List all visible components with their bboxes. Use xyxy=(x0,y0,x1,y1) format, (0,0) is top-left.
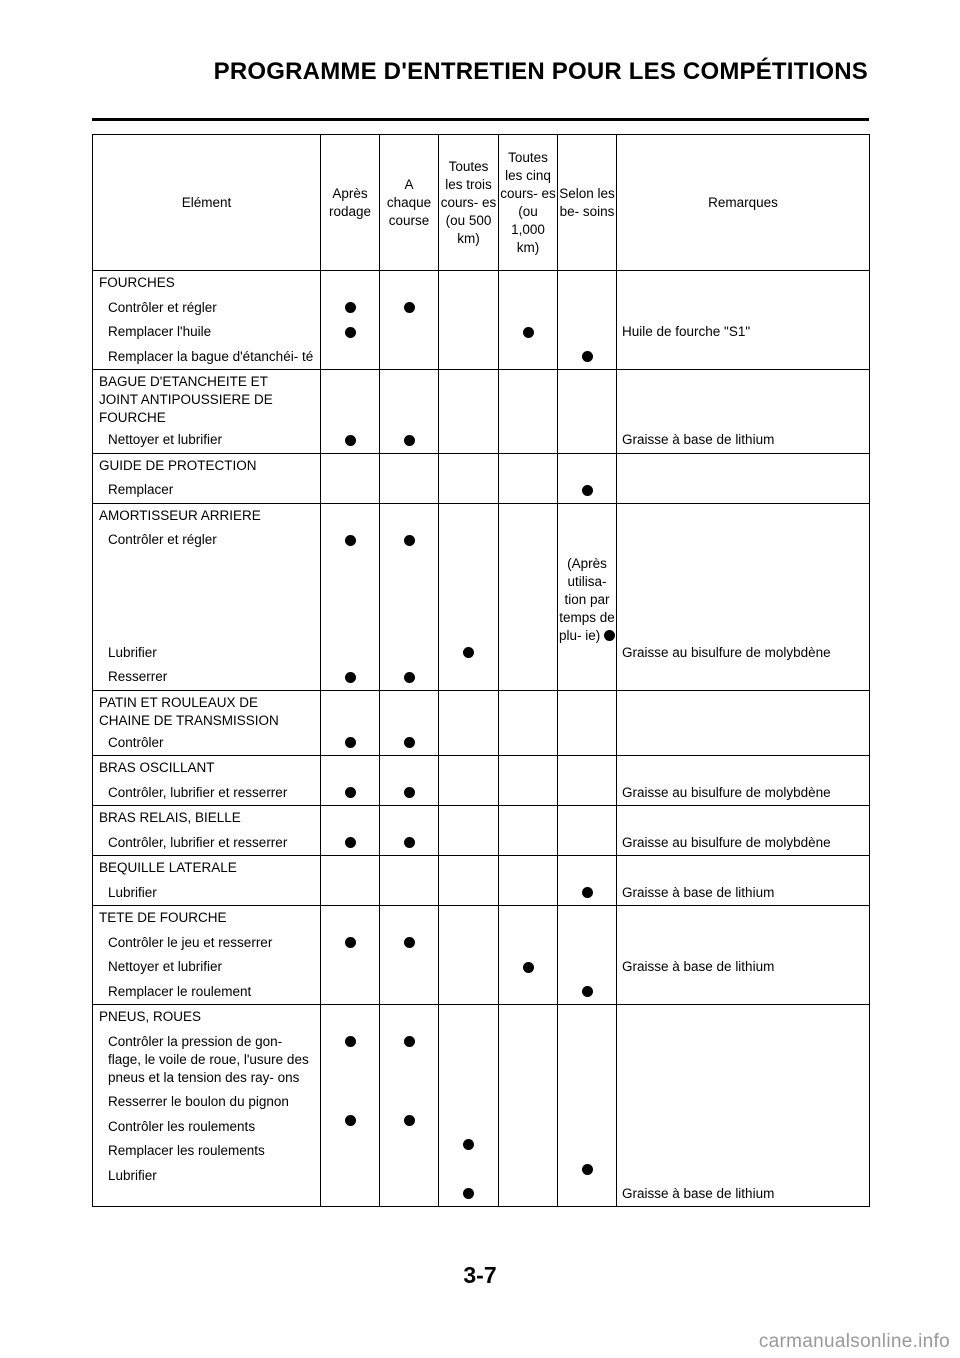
section-title: BRAS OSCILLANT xyxy=(99,760,215,775)
item-label: Contrôler la pression de gon- flage, le voile de roue, l'usure des pneus et la tension des ray- ons xyxy=(108,1033,309,1085)
item-label: Contrôler, lubrifier et resserrer xyxy=(108,834,288,850)
item-label: Contrôler xyxy=(108,734,164,750)
check-dot xyxy=(582,1164,593,1175)
maintenance-table xyxy=(92,134,870,1207)
check-dot xyxy=(345,302,356,313)
check-dot xyxy=(404,837,415,848)
section-bras-oscillant xyxy=(93,756,870,806)
check-dot xyxy=(345,737,356,748)
section-bague xyxy=(93,370,870,454)
section-bras-relais xyxy=(93,806,870,856)
item-label: Contrôler les roulements xyxy=(108,1118,256,1134)
remark: Graisse à base de lithium xyxy=(622,884,775,900)
check-dot xyxy=(523,327,534,338)
watermark[interactable]: carmanualsonline.info xyxy=(758,1331,950,1352)
header-apres-rodage: Après rodage xyxy=(321,135,380,271)
header-chaque-course: A chaque course xyxy=(380,135,439,271)
section-tete-fourche xyxy=(93,906,870,1005)
remark: Graisse à base de lithium xyxy=(622,959,775,974)
check-dot xyxy=(345,837,356,848)
check-dot xyxy=(404,672,415,683)
section-fourches xyxy=(93,271,870,370)
header-cinq-courses: Toutes les cinq cours- es (ou 1,000 km) xyxy=(499,135,558,271)
check-dot xyxy=(582,485,593,496)
remark: Huile de fourche "S1" xyxy=(622,324,751,339)
item-label: Remplacer le roulement xyxy=(108,983,252,999)
item-label: Contrôler et régler xyxy=(108,299,217,315)
apres-pluie-note: (Après utilisa- tion par temps de plu- ie) xyxy=(558,555,615,643)
section-title: GUIDE DE PROTECTION xyxy=(99,457,257,473)
item-label: Resserrer xyxy=(108,669,168,684)
item-label: Contrôler le jeu et resserrer xyxy=(108,934,273,950)
section-title: BAGUE D'ETANCHEITE ET JOINT ANTIPOUSSIERE DE FOURCHE xyxy=(99,374,273,425)
section-title: TETE DE FOURCHE xyxy=(99,910,227,925)
check-dot xyxy=(345,1036,356,1047)
section-title: FOURCHES xyxy=(99,275,175,290)
item-label: Nettoyer et lubrifier xyxy=(108,432,223,447)
item-label: Contrôler et régler xyxy=(108,532,217,547)
check-dot xyxy=(404,1036,415,1047)
item-label: Nettoyer et lubrifier xyxy=(108,959,223,974)
check-dot xyxy=(582,986,593,997)
check-dot xyxy=(463,647,474,658)
remark: Graisse au bisulfure de molybdène xyxy=(622,644,831,660)
section-title: BEQUILLE LATERALE xyxy=(99,860,237,875)
remark: Graisse à base de lithium xyxy=(622,1185,775,1201)
item-label: Resserrer le boulon du pignon xyxy=(108,1094,289,1109)
title-rule xyxy=(92,118,869,121)
check-dot xyxy=(404,535,415,546)
check-dot xyxy=(345,1115,356,1126)
item-label: Lubrifier xyxy=(108,644,157,660)
check-dot xyxy=(523,962,534,973)
check-dot xyxy=(404,435,415,446)
item-label: Remplacer l'huile xyxy=(108,324,212,339)
remark: Graisse au bisulfure de molybdène xyxy=(622,834,831,850)
header-remarques: Remarques xyxy=(617,135,870,271)
check-dot xyxy=(404,937,415,948)
section-title: PNEUS, ROUES xyxy=(99,1009,202,1024)
header-besoins: Selon les be- soins xyxy=(558,135,617,271)
section-pneus-roues xyxy=(93,1005,870,1207)
check-dot xyxy=(404,737,415,748)
item-label: Remplacer xyxy=(108,482,174,497)
header-row xyxy=(93,135,870,271)
page-title: PROGRAMME D'ENTRETIEN POUR LES COMPÉTITIONS xyxy=(213,58,868,85)
check-dot xyxy=(345,327,356,338)
check-dot xyxy=(404,1115,415,1126)
item-label: Remplacer les roulements xyxy=(108,1143,265,1158)
item-label: Lubrifier xyxy=(108,884,157,900)
remark: Graisse à base de lithium xyxy=(622,432,775,447)
section-patin xyxy=(93,690,870,756)
check-dot xyxy=(604,630,615,641)
header-element: Elément xyxy=(93,135,321,271)
header-trois-courses: Toutes les trois cours- es (ou 500 km) xyxy=(439,135,499,271)
check-dot xyxy=(345,535,356,546)
section-amortisseur xyxy=(93,503,870,690)
check-dot xyxy=(345,435,356,446)
check-dot xyxy=(582,887,593,898)
check-dot xyxy=(345,937,356,948)
item-label: Remplacer la bague d'étanchéi- té xyxy=(108,348,314,364)
remark: Graisse au bisulfure de molybdène xyxy=(622,784,831,800)
check-dot xyxy=(463,1188,474,1199)
check-dot xyxy=(582,351,593,362)
section-title: PATIN ET ROULEAUX DE CHAINE DE TRANSMISSION xyxy=(99,694,279,728)
check-dot xyxy=(345,672,356,683)
page-number: 3-7 xyxy=(463,1262,497,1288)
section-guide xyxy=(93,453,870,503)
section-title: AMORTISSEUR ARRIERE xyxy=(99,507,261,523)
check-dot xyxy=(404,302,415,313)
section-bequille xyxy=(93,856,870,906)
check-dot xyxy=(345,787,356,798)
section-title: BRAS RELAIS, BIELLE xyxy=(99,810,241,825)
check-dot xyxy=(463,1139,474,1150)
check-dot xyxy=(404,787,415,798)
item-label: Contrôler, lubrifier et resserrer xyxy=(108,784,288,800)
item-label: Lubrifier xyxy=(108,1167,157,1183)
